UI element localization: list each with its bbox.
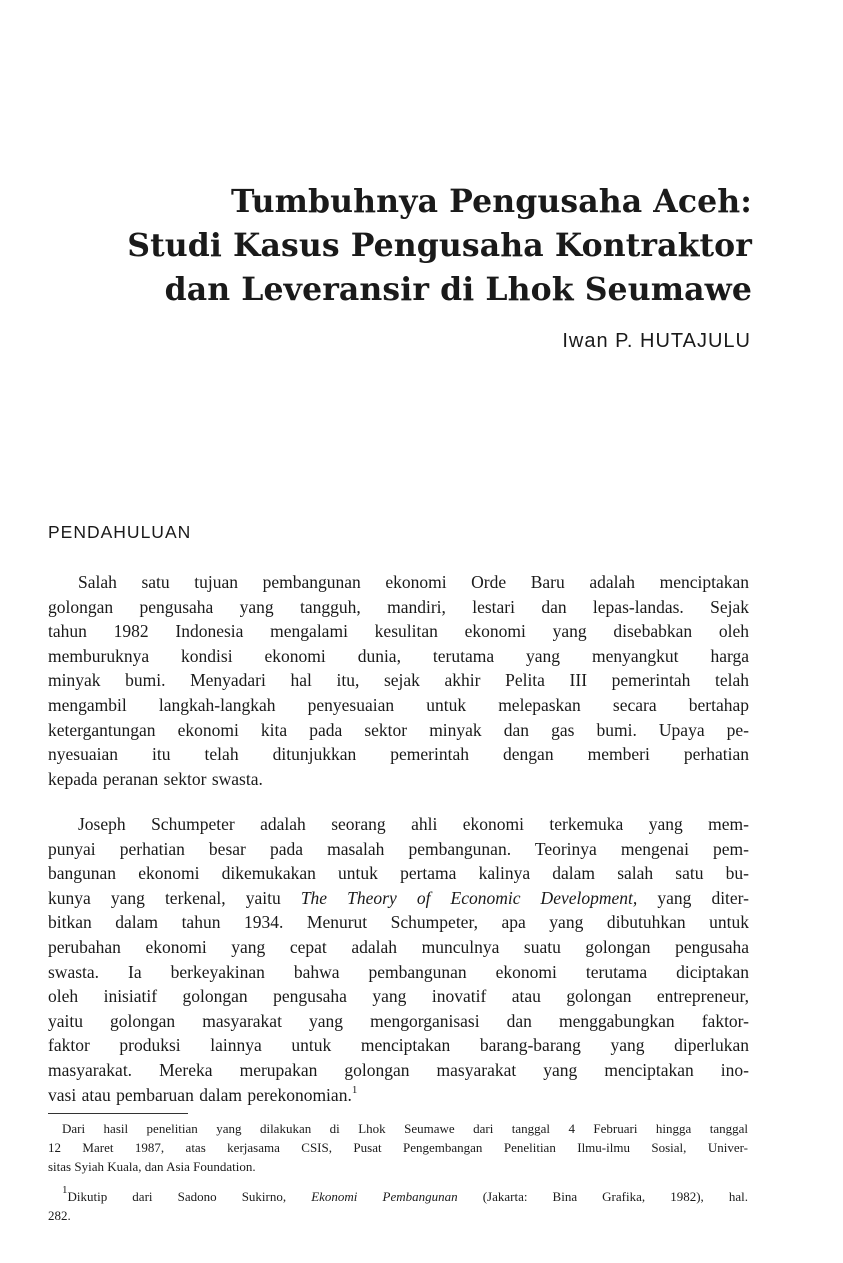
text-line: punyai perhatian besar pada masalah pembangunan. Teorinya mengenai pem- (48, 838, 749, 859)
title-line: Tumbuhnya Pengusaha Aceh: (230, 183, 752, 220)
text-line: Joseph Schumpeter adalah seorang ahli ekonomi terkemuka yang mem- (78, 814, 749, 834)
section-heading: PENDAHULUAN (48, 522, 192, 542)
text-line: oleh inisiatif golongan pengusaha yang inovatif atau golongan entrepreneur, (48, 986, 749, 1007)
text-line: masyarakat. Mereka merupakan golongan masyarakat yang menciptakan ino- (48, 1059, 749, 1080)
body-paragraph (48, 570, 749, 791)
text-line: swasta. Ia berkeyakinan bahwa pembangunan ekonomi terutama diciptakan (48, 961, 749, 982)
text-segment: vasi atau pembaruan dalam perekonomian. (48, 1084, 352, 1105)
text-line: kepada peranan sektor swasta. (48, 768, 263, 789)
text-line (48, 886, 749, 911)
footnote (48, 1184, 749, 1225)
text-segment: Dikutip dari Sadono Sukirno, (67, 1189, 312, 1204)
text-segment: yang diter- (637, 887, 749, 908)
text-line: perubahan ekonomi yang cepat adalah munculnya suatu golongan pengusaha (48, 936, 749, 957)
text-line: tahun 1982 Indonesia mengalami kesulitan ekonomi yang disebabkan oleh (48, 621, 749, 642)
text-line: nyesuaian itu telah ditunjukkan pemerintah dengan memberi perhatian (48, 744, 749, 765)
footnote (48, 1119, 748, 1176)
author-name: Iwan P. HUTAJULU (562, 330, 751, 352)
footnote-line: Dari hasil penelitian yang dilakukan di Lhok Seumawe dari tanggal 4 Februari hingga tanggal (62, 1121, 748, 1136)
text-line: yaitu golongan masyarakat yang mengorganisasi dan menggabungkan faktor- (48, 1010, 749, 1031)
footnote-line (48, 1184, 749, 1206)
text-segment: kunya yang terkenal, yaitu (48, 887, 301, 908)
title-line: Studi Kasus Pengusaha Kontraktor (127, 227, 752, 264)
text-line: bangunan ekonomi dikemukakan untuk pertama kalinya dalam salah satu bu- (48, 863, 749, 884)
footnote-line: 12 Maret 1987, atas kerjasama CSIS, Pusat Pengembangan Penelitian Ilmu-ilmu Sosial, Univer- (48, 1140, 748, 1155)
footnote-line: 282. (48, 1208, 71, 1223)
text-line: bitkan dalam tahun 1934. Menurut Schumpeter, apa yang dibutuhkan untuk (48, 912, 749, 933)
text-line: minyak bumi. Menyadari hal itu, sejak akhir Pelita III pemerintah telah (48, 670, 749, 691)
text-line: Salah satu tujuan pembangunan ekonomi Orde Baru adalah menciptakan (78, 572, 749, 592)
text-line: faktor produksi lainnya untuk menciptakan barang-barang yang diperlukan (48, 1035, 749, 1056)
footnote-reference[interactable]: 1 (351, 1083, 358, 1096)
cited-book-title: Ekonomi Pembangunan (311, 1189, 458, 1204)
book-title: The Theory of Economic Development, (300, 887, 638, 908)
text-segment: (Jakarta: Bina Grafika, 1982), hal. (457, 1189, 749, 1204)
text-line: mengambil langkah-langkah penyesuaian untuk melepaskan secara bertahap (48, 694, 749, 715)
article-title (120, 180, 752, 312)
footnote-line: sitas Syiah Kuala, dan Asia Foundation. (48, 1159, 256, 1174)
text-line: ketergantungan ekonomi kita pada sektor minyak dan gas bumi. Upaya pe- (48, 719, 749, 740)
title-line: dan Leveransir di Lhok Seumawe (164, 271, 752, 308)
footnote-marker: 1 (62, 1184, 68, 1196)
footnote-divider (48, 1113, 188, 1114)
body-paragraph (48, 812, 749, 1107)
text-line: memburuknya kondisi ekonomi dunia, terutama yang menyangkut harga (48, 645, 749, 666)
text-line: golongan pengusaha yang tangguh, mandiri, lestari dan lepas-landas. Sejak (48, 596, 749, 617)
text-line (48, 1083, 749, 1108)
